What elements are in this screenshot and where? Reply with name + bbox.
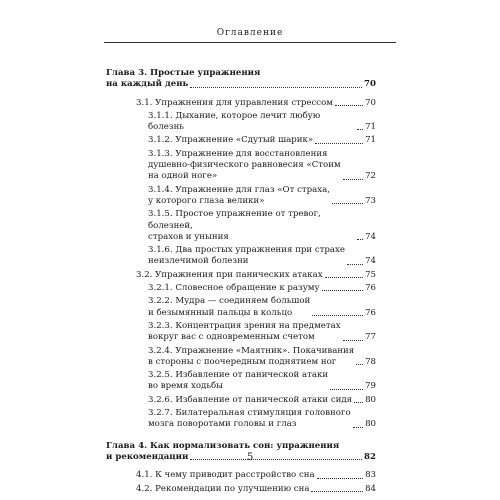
subsection-entry[interactable] bbox=[106, 209, 376, 243]
dot-leader bbox=[190, 87, 362, 88]
subsection-title-line: 3.2.6. Избавление от панической атаки сидя bbox=[148, 394, 353, 405]
subsection-title bbox=[148, 185, 330, 208]
page-ref: 75 bbox=[365, 269, 376, 280]
page-ref: 72 bbox=[365, 171, 376, 182]
subsection-title-line: 3.2.5. Избавление от панической атаки bbox=[148, 370, 329, 381]
dot-leader bbox=[322, 290, 364, 291]
subsection-title-line: в стороны с поочередным поднятием ног bbox=[148, 356, 337, 367]
subsection-title bbox=[148, 408, 351, 431]
subsection-title bbox=[148, 111, 355, 134]
dot-leader bbox=[312, 315, 363, 316]
page-ref: 70 bbox=[365, 97, 376, 108]
dot-leader bbox=[343, 179, 363, 180]
section-number: 3.1. bbox=[136, 97, 153, 108]
page-ref: 74 bbox=[365, 256, 376, 267]
dot-leader bbox=[347, 264, 363, 265]
subsection-title-line: 3.1.4. Упражнение для глаз «От страха, bbox=[148, 184, 330, 195]
table-of-contents bbox=[106, 68, 376, 495]
subsection-entry[interactable] bbox=[106, 245, 376, 268]
subsection-title bbox=[148, 283, 320, 294]
subsection-title-line: у которого глаза велики» bbox=[148, 195, 265, 206]
dot-leader bbox=[354, 402, 363, 403]
subsection-title-line: 3.1.5. Простое упражнение от тревог, болезней, bbox=[148, 209, 321, 231]
subsection-entry[interactable] bbox=[106, 408, 376, 431]
section-title bbox=[136, 470, 315, 481]
subsection-entry[interactable] bbox=[106, 370, 376, 393]
chapter-title-line: Глава 3. Простые упражнения bbox=[106, 68, 261, 78]
dot-leader bbox=[357, 239, 363, 240]
section-label: Упражнения для управления стрессом bbox=[155, 97, 333, 108]
subsection-title-line: страхов и уныния bbox=[148, 231, 229, 242]
subsection-entry[interactable] bbox=[106, 321, 376, 344]
chapter-title-line: на каждый день bbox=[106, 79, 189, 90]
dot-leader bbox=[317, 478, 363, 479]
dot-leader bbox=[332, 203, 363, 204]
page-ref: 82 bbox=[364, 451, 376, 462]
chapter-entry[interactable] bbox=[106, 68, 376, 91]
dot-leader bbox=[311, 491, 363, 492]
page-ref: 77 bbox=[365, 332, 376, 343]
subsection-entry[interactable] bbox=[106, 346, 376, 369]
page-ref: 71 bbox=[365, 135, 376, 146]
chapter-title-line: Глава 4. Как нормализовать сон: упражнения bbox=[106, 440, 340, 451]
page-ref: 80 bbox=[365, 419, 376, 430]
section-entry[interactable] bbox=[106, 270, 376, 281]
subsection-title bbox=[148, 245, 345, 268]
page-ref: 76 bbox=[365, 283, 376, 294]
subsection-entry[interactable] bbox=[106, 149, 376, 183]
dot-leader bbox=[325, 277, 363, 278]
subsection-title-line: душевно-физического равновесия «Стоим bbox=[148, 160, 341, 171]
page-ref: 83 bbox=[365, 470, 376, 481]
subsection-title-line: неизлечимой болезни bbox=[148, 256, 249, 267]
dot-leader bbox=[356, 364, 363, 365]
subsection-title bbox=[148, 346, 354, 369]
subsection-title-line: во время ходьбы bbox=[148, 381, 224, 392]
subsection-title bbox=[148, 135, 313, 146]
section-label: Упражнения при панических атаках bbox=[155, 269, 323, 280]
page-ref: 78 bbox=[365, 356, 376, 367]
subsection-title-line: 3.2.1. Словесное обращение к разуму bbox=[148, 283, 320, 294]
page-ref: 73 bbox=[365, 195, 376, 206]
header-rule bbox=[104, 42, 396, 43]
subsection-title bbox=[148, 149, 341, 183]
subsection-entry[interactable] bbox=[106, 185, 376, 208]
section-title bbox=[136, 98, 333, 109]
page-ref: 71 bbox=[365, 122, 376, 133]
section-number: 3.2. bbox=[136, 269, 153, 280]
section-title bbox=[136, 484, 309, 495]
page-ref: 79 bbox=[365, 381, 376, 392]
section-number: 4.1. bbox=[136, 470, 153, 481]
subsection-title bbox=[148, 395, 352, 406]
subsection-title-line: 3.1.1. Дыхание, которое лечит любую болезнь bbox=[148, 110, 321, 133]
section-entry[interactable] bbox=[106, 470, 376, 481]
page-number: 5 bbox=[246, 452, 254, 463]
subsection-title-line: 3.1.3. Упражнение для восстановления bbox=[148, 148, 328, 159]
subsection-title bbox=[148, 321, 341, 344]
subsection-title-line: и безымянный пальцы в кольцо bbox=[148, 307, 293, 318]
chapter-title-line: и рекомендации bbox=[106, 451, 189, 462]
subsection-title bbox=[148, 209, 355, 243]
subsection-title-line: 3.2.4. Упражнение «Маятник». Покачивания bbox=[148, 345, 355, 356]
subsection-title bbox=[148, 370, 328, 393]
subsection-title-line: 3.2.2. Мудра — соединяем большой bbox=[148, 296, 311, 307]
subsection-title-line: 3.1.6. Два простых упражнения при страхе bbox=[148, 245, 345, 256]
section-number: 4.2. bbox=[136, 483, 153, 494]
subsection-entry[interactable] bbox=[106, 111, 376, 134]
subsection-title-line: 3.2.3. Концентрация зрения на предметах bbox=[148, 320, 341, 331]
subsection-title-line: вокруг вас с одновременным счетом bbox=[148, 332, 315, 343]
page-ref: 80 bbox=[365, 394, 376, 405]
section-title bbox=[136, 270, 323, 281]
subsection-entry[interactable] bbox=[106, 283, 376, 294]
dot-leader bbox=[357, 129, 363, 130]
page-ref: 74 bbox=[365, 231, 376, 242]
page-ref: 76 bbox=[365, 307, 376, 318]
subsection-title-line: 3.2.7. Билатеральная стимуляция головного bbox=[148, 408, 351, 419]
page-ref: 70 bbox=[364, 79, 376, 90]
section-entry[interactable] bbox=[106, 484, 376, 495]
dot-leader bbox=[343, 340, 363, 341]
section-label: К чему приводит расстройство сна bbox=[155, 470, 315, 481]
dot-leader bbox=[353, 427, 363, 428]
section-label: Рекомендации по улучшению сна bbox=[155, 483, 310, 494]
subsection-title bbox=[148, 296, 310, 319]
subsection-entry[interactable] bbox=[106, 296, 376, 319]
dot-leader bbox=[330, 389, 363, 390]
dot-leader bbox=[315, 143, 363, 144]
running-head: Оглавление bbox=[216, 28, 284, 38]
section-entry[interactable] bbox=[106, 98, 376, 109]
subsection-entry[interactable] bbox=[106, 135, 376, 146]
subsection-title-line: мозга поворотами головы и глаз bbox=[148, 419, 297, 430]
dot-leader bbox=[335, 105, 363, 106]
subsection-title-line: 3.1.2. Упражнение «Сдутый шарик» bbox=[148, 135, 314, 146]
page-ref: 84 bbox=[365, 483, 376, 494]
subsection-entry[interactable] bbox=[106, 395, 376, 406]
subsection-title-line: на одной ноге» bbox=[148, 171, 218, 182]
